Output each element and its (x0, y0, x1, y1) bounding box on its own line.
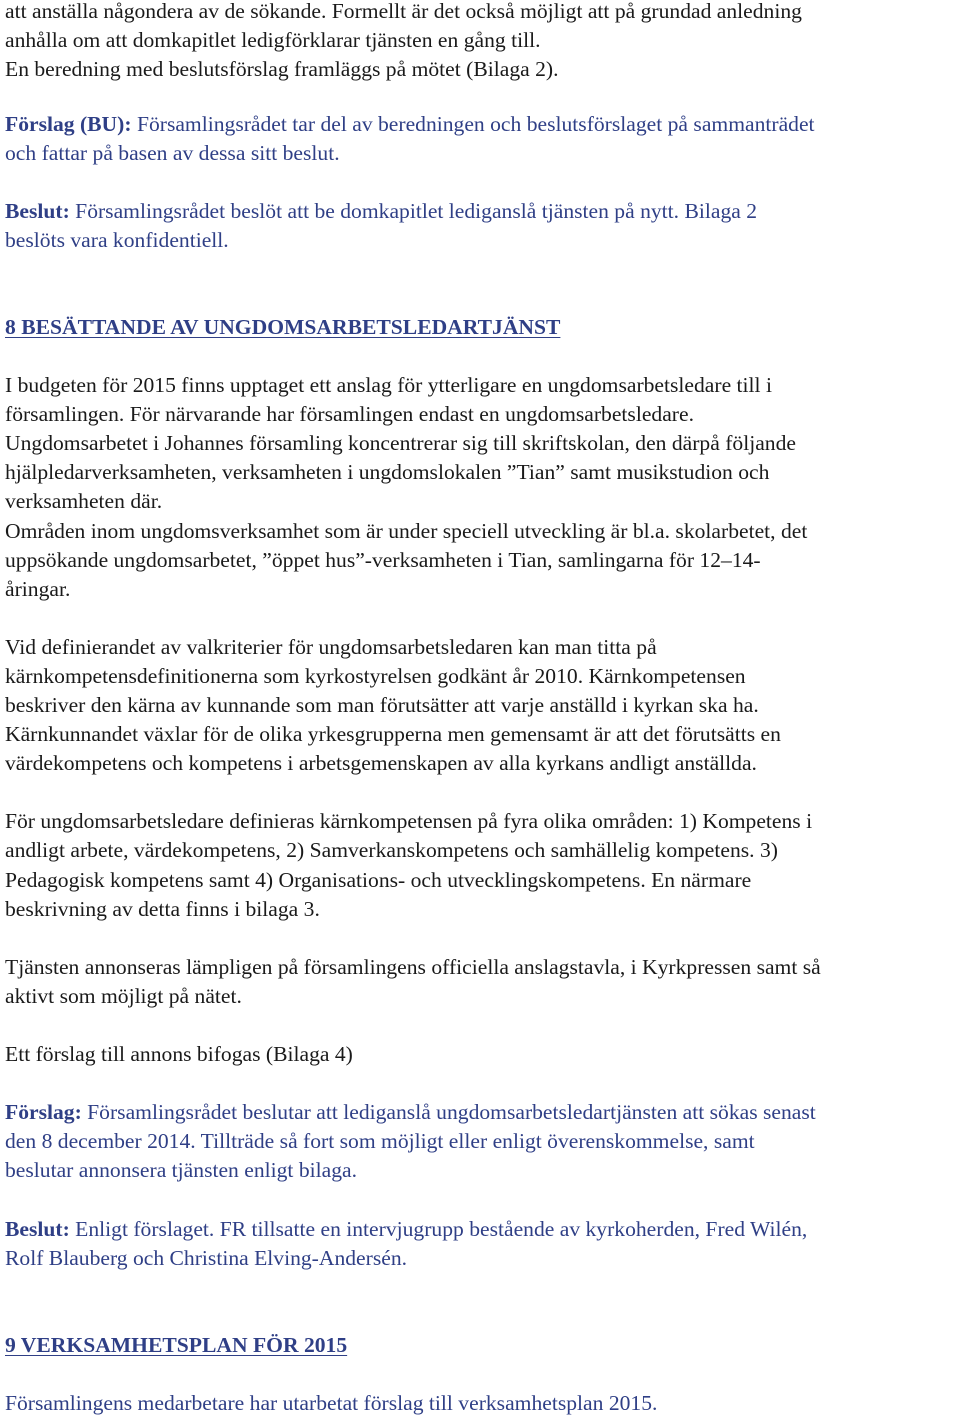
proposal-bu-line: och fattar på basen av dessa sitt beslut. (5, 141, 340, 165)
body-line: Kärnkunnandet växlar för de olika yrkesgrupperna men gemensamt är att det förutsätts en (5, 722, 781, 746)
decision-label: Beslut: (5, 199, 70, 223)
decision-label: Beslut: (5, 1217, 70, 1241)
body-line: aktivt som möjligt på nätet. (5, 984, 242, 1008)
body-line: Ungdomsarbetet i Johannes församling koncentrerar sig till skriftskolan, den därpå följande (5, 431, 796, 455)
proposal-bu-line: Förslag (BU): Församlingsrådet tar del av beredningen och beslutsförslaget på sammanträdet (5, 112, 815, 136)
body-line: För ungdomsarbetsledare definieras kärnkompetensen på fyra olika områden: 1) Kompetens i (5, 809, 813, 833)
body-line: Vid definierandet av valkriterier för ungdomsarbetsledaren kan man titta på (5, 635, 657, 659)
body-line: uppsökande ungdomsarbetet, ”öppet hus”-verksamheten i Tian, samlingarna för 12–14- (5, 548, 761, 572)
decision-line: Rolf Blauberg och Christina Elving-Andersén. (5, 1246, 408, 1270)
intro-line: att anställa någondera av de sökande. Formellt är det också möjligt att på grundad anledning (5, 0, 802, 23)
body-line: Områden inom ungdomsverksamhet som är under speciell utveckling är bl.a. skolarbetet, det (5, 519, 808, 543)
section-heading-8: 8 BESÄTTANDE AV UNGDOMSARBETSLEDARTJÄNST (5, 315, 561, 339)
section-heading-9: 9 VERKSAMHETSPLAN FÖR 2015 (5, 1333, 348, 1357)
proposal-line: den 8 december 2014. Tillträde så fort som möjligt eller enligt överenskommelse, samt (5, 1129, 755, 1153)
body-line: kärnkompetensdefinitionerna som kyrkostyrelsen godkänt år 2010. Kärnkompetensen (5, 664, 746, 688)
proposal-line: beslutar annonsera tjänsten enligt bilaga. (5, 1158, 357, 1182)
body-line: Pedagogisk kompetens samt 4) Organisations- och utvecklingskompetens. En närmare (5, 868, 752, 892)
body-line: Tjänsten annonseras lämpligen på församlingens officiella anslagstavla, i Kyrkpressen samt så (5, 955, 821, 979)
decision-line: beslöts vara konfidentiell. (5, 228, 229, 252)
decision-line: Beslut: Församlingsrådet beslöt att be domkapitlet lediganslå tjänsten på nytt. Bilaga 2 (5, 199, 758, 223)
body-line: värdekompetens och kompetens i arbetsgemenskapen av alla kyrkans andligt anställda. (5, 751, 757, 775)
proposal-label: Förslag: (5, 1100, 82, 1124)
body-line: åringar. (5, 577, 71, 601)
body-line: församlingen. För närvarande har församlingen endast en ungdomsarbetsledare. (5, 402, 694, 426)
proposal-line: Förslag: Församlingsrådet beslutar att lediganslå ungdomsarbetsledartjänsten att sökas senast (5, 1100, 816, 1124)
body-line: Ett förslag till annons bifogas (Bilaga 4) (5, 1042, 353, 1066)
decision-line: Beslut: Enligt förslaget. FR tillsatte en intervjugrupp bestående av kyrkoherden, Fred Wilén, (5, 1217, 808, 1241)
intro-line: En beredning med beslutsförslag framläggs på mötet (Bilaga 2). (5, 57, 559, 81)
body-line: beskriver den kärna av kunnande som man förutsätter att varje anställd i kyrkan ska ha. (5, 693, 759, 717)
intro-line: anhålla om att domkapitlet ledigförklarar tjänsten en gång till. (5, 28, 541, 52)
body-line: beskrivning av detta finns i bilaga 3. (5, 897, 320, 921)
body-line: I budgeten för 2015 finns upptaget ett anslag för ytterligare en ungdomsarbetsledare till i (5, 373, 772, 397)
body-line: Församlingens medarbetare har utarbetat förslag till verksamhetsplan 2015. (5, 1391, 658, 1415)
body-line: verksamheten där. (5, 489, 163, 513)
proposal-bu-label: Förslag (BU): (5, 112, 132, 136)
body-line: andligt arbete, värdekompetens, 2) Samverkanskompetens och samhällelig kompetens. 3) (5, 838, 778, 862)
body-line: hjälpledarverksamheten, verksamheten i ungdomslokalen ”Tian” samt musikstudion och (5, 460, 770, 484)
